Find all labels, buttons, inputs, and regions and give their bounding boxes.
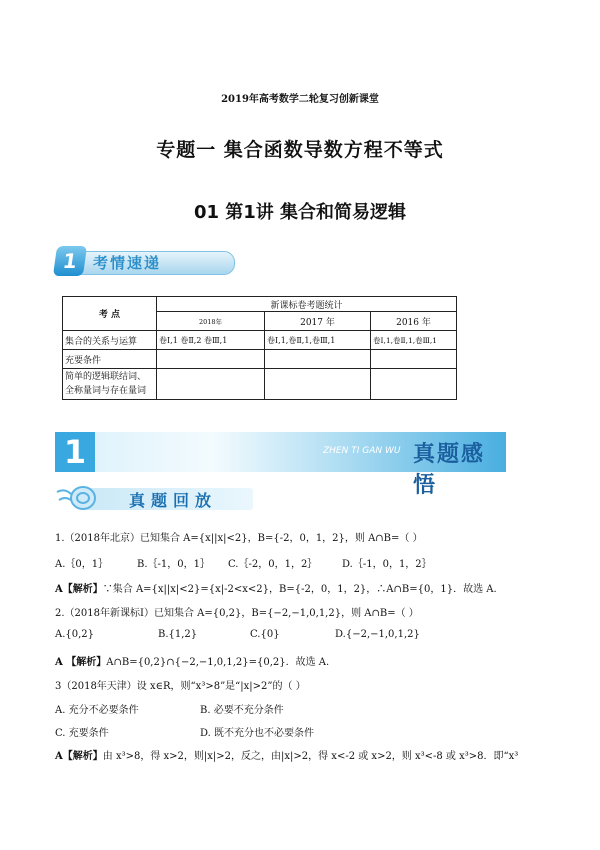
question-2-stem: 2.（2018年新课标Ⅰ）已知集合 A={0,2}，B={−2,−1,0,1,2}，则 A∩B=（ ） [55,608,419,619]
table-header-stats: 新课标卷考题统计 [157,297,457,312]
question-2-option-c: C.{0} [250,629,280,640]
answer-label: A 【解析】 [55,657,107,668]
section-chinese-title: 真题感悟 [413,442,486,498]
question-1-option-c: C.｛-2，0，1，2｝ [228,559,318,570]
question-3-option-b: B. 必要不充分条件 [200,705,284,716]
table-cell [265,369,371,400]
table-cell-topic: 集合的关系与运算 [63,331,157,350]
question-3-option-c: C. 充要条件 [55,728,109,739]
topic-title: 专题一 集合函数导数方程不等式 [156,139,444,161]
question-1-option-b: B.｛-1，0，1｝ [137,559,210,570]
table-row [63,331,457,350]
table-header-topic: 考 点 [63,297,157,331]
table-cell: 卷Ⅰ,1 卷Ⅱ,2 卷Ⅲ,1 [157,331,265,350]
banner-text: 考情速递 [93,254,162,272]
question-2-option-b: B.{1,2} [158,629,198,640]
answer-text: ∵集合 A={x||x|<2}={x|-2<x<2}，B={-2，0，1，2}，∴A∩B={0，1}．故选 A. [102,584,497,595]
table-row [63,369,457,400]
table-cell [371,350,457,369]
table-year-2018: 2018年 [157,312,265,331]
table-cell [157,350,265,369]
question-1-option-a: A.｛0，1｝ [55,559,109,570]
section-english-title: ZHEN TI GAN WU [323,446,401,456]
kaoqing-banner [55,246,235,276]
series-title: 2019年高考数学二轮复习创新课堂 [221,94,379,105]
answer-label: A【解析】 [55,751,103,762]
question-2-option-d: D.{−2,−1,0,1,2} [335,629,420,640]
table-cell: 卷Ⅰ,1,卷Ⅱ,1,卷Ⅲ,1 [265,331,371,350]
banner-number-badge: 1 [53,246,87,276]
swirl-icon [55,484,97,512]
answer-label: A【解析】 [55,584,103,595]
table-cell-topic: 简单的逻辑联结词、全称量词与存在量词 [63,369,157,400]
answer-text: 由 x³>8，得 x>2，则|x|>2，反之，由|x|>2，得 x<-2 或 x>2，则 x³<-8 或 x³>8．即“x³ [102,751,519,762]
question-1-stem: 1.（2018年北京）已知集合 A={x||x|<2}，B={-2，0，1，2}，则 A∩B=（ ） [55,533,423,544]
table-cell [371,369,457,400]
question-3-option-d: D. 既不充分也不必要条件 [200,728,315,739]
table-cell [265,350,371,369]
zhenti-banner [55,432,506,498]
exam-statistics-table [62,296,457,400]
answer-text: A∩B={0,2}∩{−2,−1,0,1,2}={0,2}．故选 A. [106,657,330,668]
table-cell-topic: 充要条件 [63,350,157,369]
question-3-stem: 3（2018年天津）设 x∈R，则“x³>8”是“|x|>2”的（ ） [55,681,306,692]
question-2-option-a: A.{0,2} [55,629,95,640]
table-cell [157,369,265,400]
banner-text: 真题回放 [129,491,218,510]
question-2-answer [55,653,329,668]
question-3-option-a: A. 充分不必要条件 [55,705,139,716]
question-1-answer [55,580,497,595]
section-number: 1 [55,432,95,472]
table-year-2017: 2017 年 [265,312,371,331]
question-3-answer [55,747,518,762]
lecture-title: 01 第1讲 集合和简易逻辑 [193,202,407,223]
huifang-banner [55,482,255,514]
table-cell: 卷Ⅰ,1,卷Ⅱ,1,卷Ⅲ,1 [371,331,457,350]
question-1-option-d: D.｛-1，0，1，2｝ [342,559,432,570]
table-row [63,350,457,369]
table-year-2016: 2016 年 [371,312,457,331]
